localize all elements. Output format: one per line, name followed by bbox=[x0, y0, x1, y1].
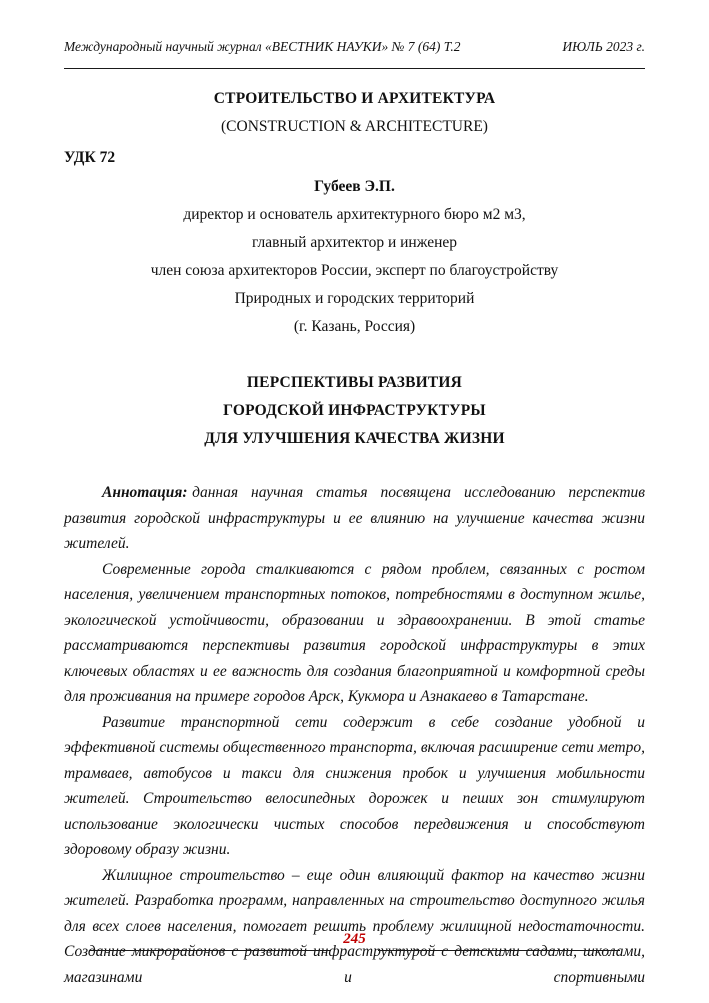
journal-title: Международный научный журнал «ВЕСТНИК НАУКИ» № 7 (64) Т.2 bbox=[64, 39, 461, 54]
journal-header bbox=[64, 38, 645, 55]
author-affiliation-line: член союза архитекторов России, эксперт по благоустройству bbox=[150, 262, 559, 279]
body-paragraph: Современные города сталкиваются с рядом проблем, связанных с ростом населения, увеличением транспортных потоков, потребностями в доступном жилье, экологической устойчивости, образовании и здравоохранении. В этой статье рассматриваются перспективы развития городской инфраструктуры в этих ключевых областях и ее важность для создания благоприятной и комфортной среды для проживания на примере городов Арск, Кукмора и Азнакаево в Татарстане. bbox=[64, 560, 645, 705]
header-rule bbox=[64, 68, 645, 69]
article-title-line: ДЛЯ УЛУЧШЕНИЯ КАЧЕСТВА ЖИЗНИ bbox=[204, 430, 505, 447]
author-block bbox=[64, 173, 645, 341]
issue-date: ИЮЛЬ 2023 г. bbox=[562, 39, 645, 54]
article-title-line: ГОРОДСКОЙ ИНФРАСТРУКТУРЫ bbox=[223, 402, 486, 419]
author-affiliation-line: директор и основатель архитектурного бюро м2 м3, bbox=[183, 206, 526, 223]
author-location: (г. Казань, Россия) bbox=[293, 318, 416, 335]
abstract-text: данная научная статья посвящена исследованию перспектив развития городской инфраструктуры и ее влиянию на улучшение качества жизни жителей. bbox=[64, 484, 645, 552]
body-paragraph: Развитие транспортной сети содержит в себе создание удобной и эффективной системы общественного транспорта, включая расширение сети метро, трамваев, автобусов и такси для снижения пробок и улучшения мобильности жителей. Строительство велосипедных дорожек и пеших зон стимулируют использование экологически чистых способов передвижения и способствуют здоровому образу жизни. bbox=[64, 713, 645, 858]
page-number: 245 bbox=[343, 931, 366, 947]
section-title-en: (CONSTRUCTION & ARCHITECTURE) bbox=[221, 118, 488, 135]
abstract-paragraph bbox=[64, 480, 645, 557]
udc-label: УДК 72 bbox=[64, 149, 116, 166]
footer-rule-right bbox=[378, 926, 620, 951]
footer-rule-left bbox=[89, 926, 331, 951]
author-name: Губеев Э.П. bbox=[314, 178, 395, 195]
page-footer bbox=[0, 926, 709, 951]
author-affiliation-line: Природных и городских территорий bbox=[234, 290, 475, 307]
body-paragraph: Жилищное строительство – еще один влияющий фактор на качество жизни жителей. Разработка программ, направленных на строительство доступного жилья для всех слоев населения, помогает решить проблему жилищной недостаточности. Создание микрорайонов с развитой инфраструктурой с детскими садами, школами, магазинами и спортивными bbox=[64, 866, 645, 986]
article-title bbox=[64, 369, 645, 453]
article-body bbox=[64, 480, 645, 990]
article-title-line: ПЕРСПЕКТИВЫ РАЗВИТИЯ bbox=[246, 374, 463, 391]
abstract-label: Аннотация: bbox=[102, 484, 188, 501]
author-affiliation-line: главный архитектор и инженер bbox=[251, 234, 458, 251]
section-title-ru: СТРОИТЕЛЬСТВО И АРХИТЕКТУРА bbox=[213, 90, 496, 107]
